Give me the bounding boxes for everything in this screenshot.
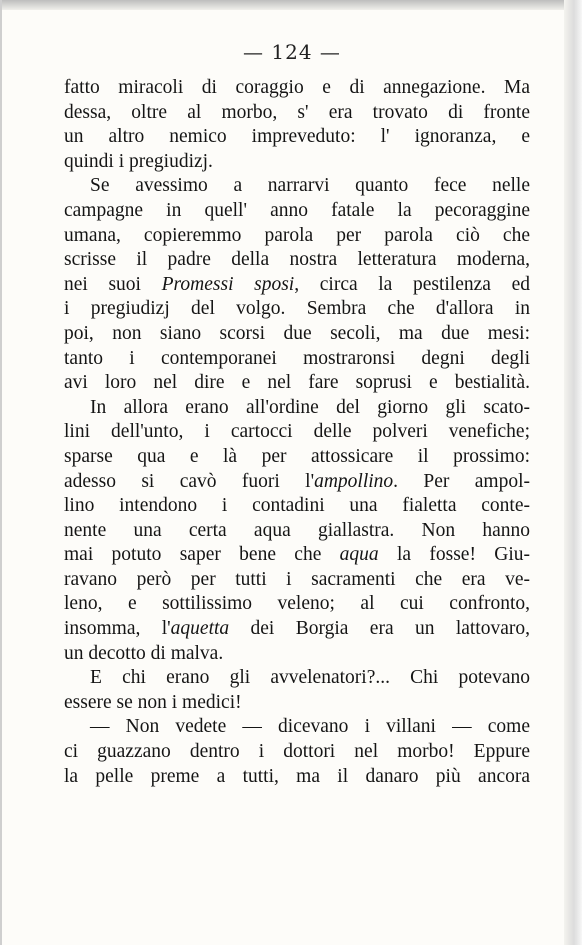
- text-line: E chi erano gli avvelenatori?... Chi potevano: [90, 667, 530, 689]
- italic-term: aqua: [339, 544, 379, 566]
- text-fragment: insomma, l': [64, 618, 171, 640]
- page-number: — 124 —: [243, 40, 341, 64]
- text-line: lino intendono i contadini una fialetta conte-: [64, 495, 530, 517]
- text-line: avi loro nel dire e nel fare soprusi e bestialità.: [64, 372, 530, 394]
- text-fragment: adesso si cavò fuori l': [64, 470, 315, 492]
- text-line: In allora erano all'ordine del giorno gli scato-: [90, 396, 530, 418]
- text-line: tanto i contemporanei mostraronsi degni degli: [64, 347, 530, 369]
- text-line: umana, copieremmo parola per parola ciò che: [64, 224, 530, 246]
- text-line: la pelle preme a tutti, ma il danaro più ancora: [64, 765, 530, 787]
- text-line: ravano però per tutti i sacramenti che era ve-: [64, 568, 530, 590]
- text-line: lini dell'unto, i cartocci delle polveri venefiche;: [64, 421, 530, 443]
- text-line: Se avessimo a narrarvi quanto fece nelle: [90, 175, 530, 197]
- text-line: ci guazzano dentro i dottori nel morbo! Eppure: [64, 741, 530, 763]
- text-line: nente una certa aqua giallastra. Non hanno: [64, 519, 530, 541]
- text-line: i pregiudizj del volgo. Sembra che d'allora in: [64, 298, 530, 320]
- text-fragment: nei suoi: [64, 273, 162, 295]
- text-fragment: , circa la pestilenza ed: [294, 273, 530, 295]
- text-line: un altro nemico impreveduto: l' ignoranza, e: [64, 126, 530, 148]
- text-line: fatto miracoli di coraggio e di annegazione. Ma: [64, 77, 530, 98]
- body-text: [64, 76, 530, 789]
- text-line: campagne in quell' anno fatale la pecoraggine: [64, 199, 530, 221]
- text-fragment: mai potuto saper bene che: [64, 544, 340, 566]
- text-line: [64, 470, 530, 495]
- text-line: [64, 617, 530, 642]
- text-line: poi, non siano scorsi due secoli, ma due mesi:: [64, 322, 530, 344]
- text-line: [64, 273, 530, 298]
- italic-term: ampollino: [314, 470, 394, 492]
- text-line: sparse qua e là per attossicare il prossimo:: [64, 445, 530, 467]
- text-line: quindi i pregiudizj.: [64, 150, 213, 172]
- text-line: dessa, oltre al morbo, s' era trovato di fronte: [64, 101, 530, 123]
- text-line: — Non vedete — dicevano i villani — come: [90, 716, 530, 738]
- text-line: essere se non i medici!: [64, 691, 242, 713]
- page-right-edge: [564, 0, 582, 945]
- text-line: [64, 543, 530, 568]
- book-title: Promessi sposi: [161, 273, 295, 295]
- text-line: un decotto di malva.: [64, 642, 224, 664]
- italic-term: aquetta: [170, 618, 230, 640]
- text-fragment: la fosse! Giu-: [378, 544, 531, 566]
- text-fragment: dei Borgia era un lattovaro,: [229, 618, 530, 640]
- text-fragment: . Per ampol-: [393, 470, 530, 492]
- page-top-edge: [2, 0, 582, 10]
- text-line: scrisse il padre della nostra letteratura moderna,: [64, 249, 530, 271]
- text-line: leno, e sottilissimo veleno; al cui confronto,: [64, 593, 530, 615]
